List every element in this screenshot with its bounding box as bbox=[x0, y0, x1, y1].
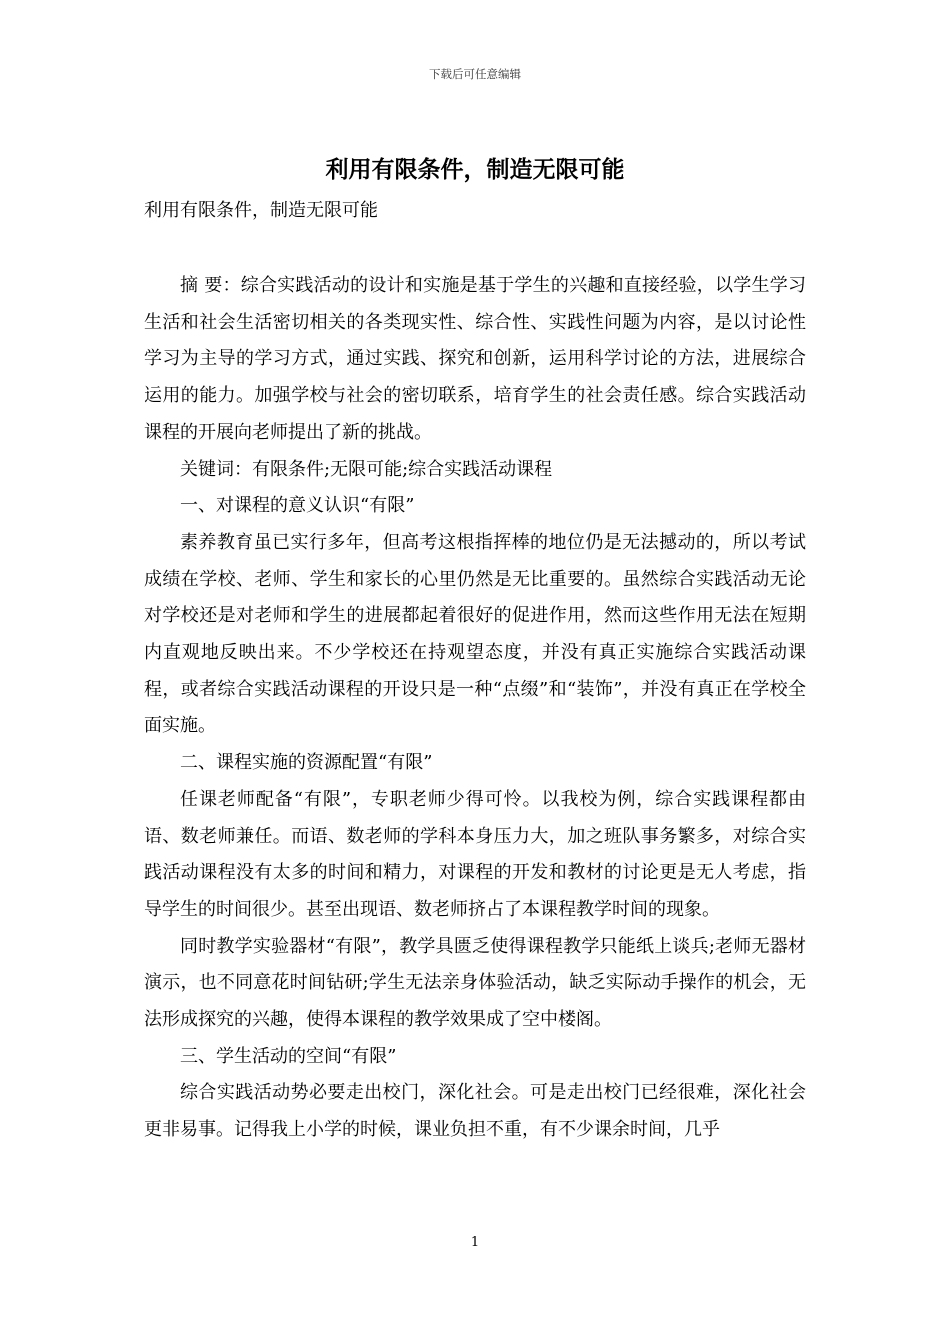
body-paragraph: 素养教育虽已实行多年，但高考这根指挥棒的地位仍是无法撼动的，所以考试成绩在学校、老师、学生和家长的心里仍然是无比重要的。虽然综合实践活动无论对学校还是对老师和学生的进展都起着很好的促进作用，然而这些作用无法在短期内直观地反映出来。不少学校还在持观望态度，并没有真正实施综合实践活动课程，或者综合实践活动课程的开设只是一种“点缀”和“装饰”，并没有真正在学校全面实施。 bbox=[144, 531, 806, 737]
document-body bbox=[144, 268, 806, 1149]
page-header: 下载后可任意编辑 bbox=[429, 67, 521, 81]
body-paragraph: 任课老师配备“有限”，专职老师少得可怜。以我校为例，综合实践课程都由语、数老师兼任。而语、数老师的学科本身压力大，加之班队事务繁多，对综合实践活动课程没有太多的时间和精力，对课程的开发和教材的讨论更是无人考虑，指导学生的时间很少。甚至出现语、数老师挤占了本课程教学时间的现象。 bbox=[144, 788, 806, 920]
body-paragraph: 综合实践活动势必要走出校门，深化社会。可是走出校门已经很难，深化社会更非易事。记得我上小学的时候，课业负担不重，有不少课余时间，几乎 bbox=[144, 1082, 806, 1141]
document-subtitle: 利用有限条件，制造无限可能 bbox=[144, 200, 378, 221]
page-number: 1 bbox=[470, 1235, 480, 1250]
abstract-paragraph: 摘 要：综合实践活动的设计和实施是基于学生的兴趣和直接经验，以学生学习生活和社会生活密切相关的各类现实性、综合性、实践性问题为内容，是以讨论性学习为主导的学习方式，通过实践、探究和创新，运用科学讨论的方法，进展综合运用的能力。加强学校与社会的密切联系，培育学生的社会责任感。综合实践活动课程的开展向老师提出了新的挑战。 bbox=[144, 275, 806, 443]
section-heading-3: 三、学生活动的空间“有限” bbox=[180, 1045, 397, 1067]
keywords-paragraph: 关键词：有限条件;无限可能;综合实践活动课程 bbox=[180, 458, 553, 480]
body-paragraph: 同时教学实验器材“有限”，教学具匮乏使得课程教学只能纸上谈兵;老师无器材演示，也不同意花时间钻研;学生无法亲身体验活动，缺乏实际动手操作的机会，无法形成探究的兴趣，使得本课程的教学效果成了空中楼阁。 bbox=[144, 935, 806, 1031]
section-heading-2: 二、课程实施的资源配置“有限” bbox=[180, 752, 433, 774]
document-title: 利用有限条件，制造无限可能 bbox=[325, 157, 625, 183]
section-heading-1: 一、对课程的意义认识“有限” bbox=[180, 495, 415, 517]
